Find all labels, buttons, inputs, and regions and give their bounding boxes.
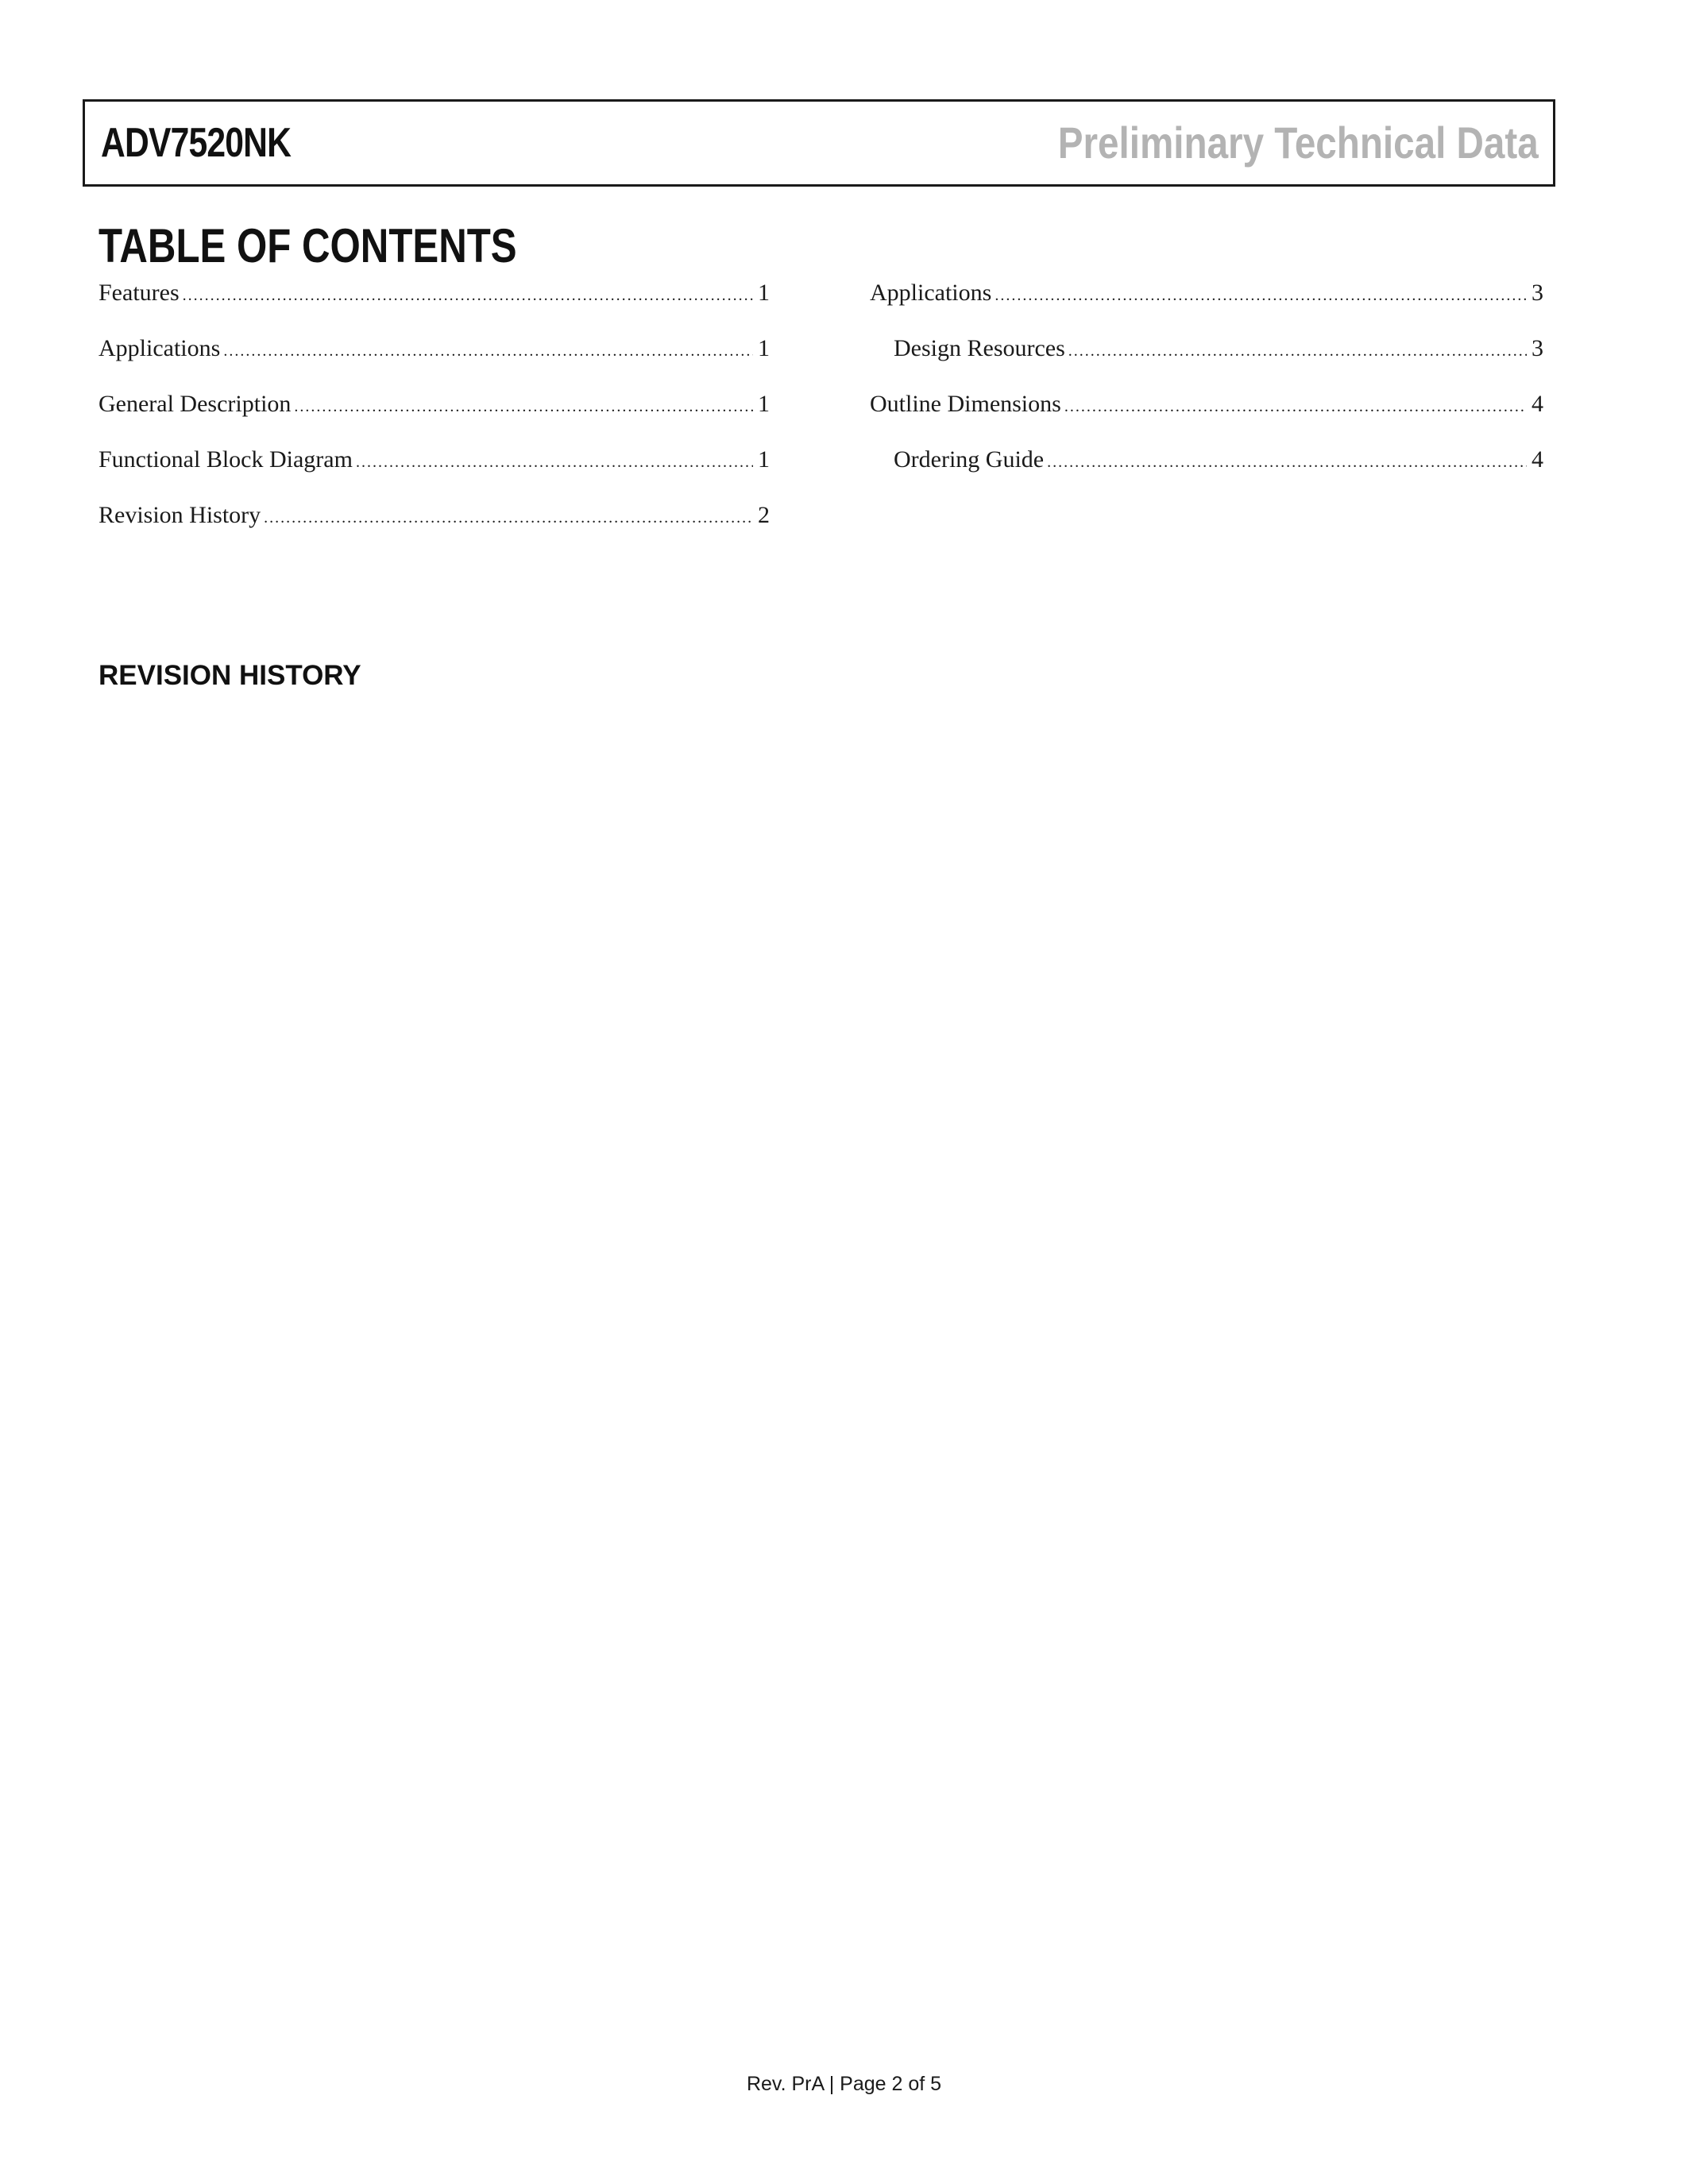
toc-leader-dots	[223, 342, 753, 361]
toc-column-left	[98, 280, 770, 558]
toc-title: TABLE OF CONTENTS	[98, 219, 517, 272]
toc-entry-applications[interactable]	[98, 335, 770, 391]
toc-leader-dots	[183, 287, 753, 305]
toc-entry-ordering-guide[interactable]	[870, 446, 1543, 502]
toc-entry-page: 4	[1532, 446, 1543, 473]
toc-entry-label: Outline Dimensions	[870, 391, 1061, 417]
toc-entry-functional-block-diagram[interactable]	[98, 446, 770, 502]
toc-entry-page: 1	[758, 446, 770, 473]
toc-entry-page: 3	[1532, 335, 1543, 361]
toc-entry-page: 1	[758, 391, 770, 417]
toc-entry-label: Applications	[870, 280, 992, 306]
toc-column-right	[870, 280, 1543, 502]
document-status-tag: Preliminary Technical Data	[1058, 118, 1539, 168]
toc-entry-label: Functional Block Diagram	[98, 446, 353, 473]
toc-entry-page: 1	[758, 280, 770, 306]
toc-entry-applications-2[interactable]	[870, 280, 1543, 335]
toc-entry-features[interactable]	[98, 280, 770, 335]
toc-leader-dots	[1064, 398, 1527, 416]
toc-entry-design-resources[interactable]	[870, 335, 1543, 391]
toc-entry-page: 4	[1532, 391, 1543, 417]
toc-entry-page: 2	[758, 502, 770, 528]
toc-entry-label: General Description	[98, 391, 292, 417]
toc-entry-label: Ordering Guide	[894, 446, 1045, 473]
toc-leader-dots	[995, 287, 1527, 305]
toc-entry-outline-dimensions[interactable]	[870, 391, 1543, 446]
toc-entry-label: Features	[98, 280, 180, 306]
page-header	[83, 99, 1555, 187]
toc-leader-dots	[264, 509, 753, 527]
toc-entry-label: Revision History	[98, 502, 261, 528]
page-footer: Rev. PrA | Page 2 of 5	[746, 2073, 942, 2095]
toc-entry-label: Applications	[98, 335, 221, 361]
toc-leader-dots	[356, 453, 753, 472]
toc-leader-dots	[294, 398, 753, 416]
toc-entry-general-description[interactable]	[98, 391, 770, 446]
toc-leader-dots	[1068, 342, 1527, 361]
part-number: ADV7520NK	[101, 120, 292, 166]
toc-entry-page: 1	[758, 335, 770, 361]
toc-entry-page: 3	[1532, 280, 1543, 306]
toc-leader-dots	[1047, 453, 1527, 472]
toc-entry-revision-history[interactable]	[98, 502, 770, 558]
revision-history-heading: REVISION HISTORY	[98, 660, 361, 691]
toc-entry-label: Design Resources	[894, 335, 1065, 361]
